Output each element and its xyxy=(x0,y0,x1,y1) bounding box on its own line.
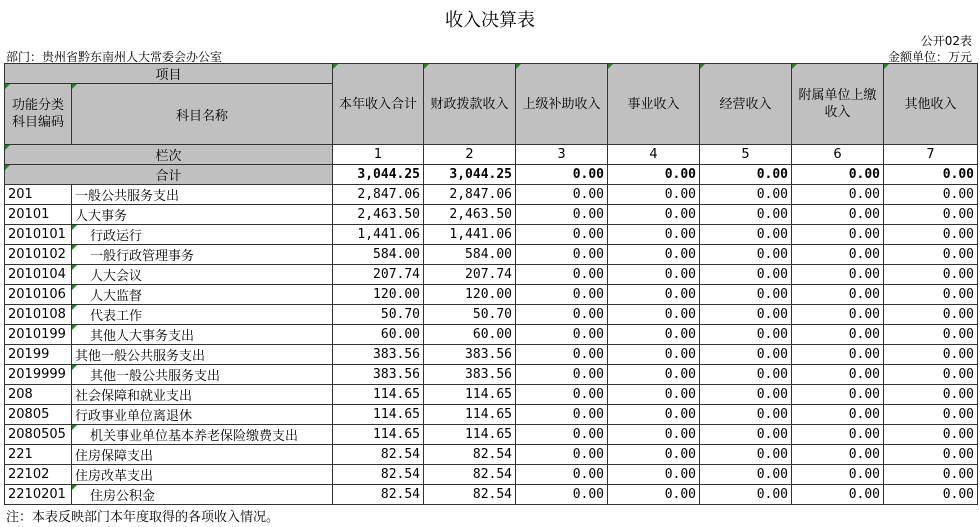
func-code-cell: 201 xyxy=(5,185,72,205)
subject-name-cell: 住房改革支出 xyxy=(72,465,333,485)
func-code-cell: 2210201 xyxy=(5,485,72,505)
amount-cell: 0.00 xyxy=(884,405,978,425)
amount-cell: 114.65 xyxy=(424,425,516,445)
amount-cell: 82.54 xyxy=(424,465,516,485)
form-code: 公开02表 xyxy=(920,34,972,48)
total-value: 0.00 xyxy=(700,165,792,185)
amount-cell: 114.65 xyxy=(333,425,424,445)
total-value: 0.00 xyxy=(792,165,884,185)
amount-cell: 0.00 xyxy=(884,225,978,245)
amount-cell: 383.56 xyxy=(424,345,516,365)
department-label: 部门：贵州省黔东南州人大常委会办公室 xyxy=(6,50,223,64)
amount-cell: 120.00 xyxy=(333,285,424,305)
subject-name-cell: 住房保障支出 xyxy=(72,445,333,465)
amount-cell: 114.65 xyxy=(333,405,424,425)
table-row xyxy=(5,185,978,205)
amount-cell: 0.00 xyxy=(516,405,608,425)
amount-cell: 0.00 xyxy=(700,345,792,365)
amount-cell: 0.00 xyxy=(608,305,700,325)
subject-name-cell: 一般公共服务支出 xyxy=(72,185,333,205)
subject-name-cell: 一般行政管理事务 xyxy=(72,245,333,265)
func-code-cell: 208 xyxy=(5,385,72,405)
amount-cell: 0.00 xyxy=(608,485,700,505)
amount-cell: 0.00 xyxy=(792,265,884,285)
subject-name-cell: 其他一般公共服务支出 xyxy=(72,345,333,365)
amount-cell: 0.00 xyxy=(516,185,608,205)
amount-cell: 0.00 xyxy=(516,325,608,345)
amount-cell: 60.00 xyxy=(333,325,424,345)
total-value: 3,044.25 xyxy=(333,165,424,185)
amount-cell: 0.00 xyxy=(700,405,792,425)
amount-cell: 0.00 xyxy=(884,365,978,385)
amount-cell: 0.00 xyxy=(516,465,608,485)
total-value: 0.00 xyxy=(608,165,700,185)
amount-cell: 114.65 xyxy=(333,385,424,405)
subject-name-cell: 行政运行 xyxy=(72,225,333,245)
amount-cell: 0.00 xyxy=(700,485,792,505)
amount-cell: 0.00 xyxy=(884,445,978,465)
func-code-cell: 2019999 xyxy=(5,365,72,385)
subject-name-cell: 人大事务 xyxy=(72,205,333,225)
amount-cell: 383.56 xyxy=(333,345,424,365)
col-number: 1 xyxy=(333,145,424,165)
amount-cell: 0.00 xyxy=(608,405,700,425)
func-code-cell: 2080505 xyxy=(5,425,72,445)
amount-cell: 0.00 xyxy=(516,265,608,285)
header-item: 项目 xyxy=(5,64,333,84)
func-code-cell: 20199 xyxy=(5,345,72,365)
amount-cell: 0.00 xyxy=(792,425,884,445)
amount-cell: 0.00 xyxy=(516,285,608,305)
amount-cell: 0.00 xyxy=(792,245,884,265)
table-row xyxy=(5,245,978,265)
func-code-cell: 2010102 xyxy=(5,245,72,265)
amount-cell: 0.00 xyxy=(608,225,700,245)
header-col-4: 事业收入 xyxy=(608,64,700,145)
amount-cell: 0.00 xyxy=(700,325,792,345)
subject-name-cell: 代表工作 xyxy=(72,305,333,325)
subject-name-cell: 人大会议 xyxy=(72,265,333,285)
subject-name-cell: 其他人大事务支出 xyxy=(72,325,333,345)
func-code-cell: 2010199 xyxy=(5,325,72,345)
amount-cell: 0.00 xyxy=(516,445,608,465)
amount-cell: 0.00 xyxy=(700,185,792,205)
table-row xyxy=(5,365,978,385)
amount-cell: 0.00 xyxy=(608,445,700,465)
header-row-1 xyxy=(5,64,978,84)
amount-cell: 0.00 xyxy=(608,425,700,445)
amount-cell: 0.00 xyxy=(608,265,700,285)
col-number: 7 xyxy=(884,145,978,165)
amount-cell: 2,463.50 xyxy=(424,205,516,225)
amount-cell: 0.00 xyxy=(608,365,700,385)
amount-cell: 0.00 xyxy=(516,305,608,325)
amount-cell: 0.00 xyxy=(884,325,978,345)
amount-cell: 0.00 xyxy=(792,205,884,225)
amount-cell: 0.00 xyxy=(884,485,978,505)
table-row xyxy=(5,305,978,325)
amount-cell: 50.70 xyxy=(333,305,424,325)
amount-cell: 0.00 xyxy=(884,185,978,205)
amount-cell: 0.00 xyxy=(608,325,700,345)
amount-cell: 0.00 xyxy=(516,345,608,365)
header-col-5: 经营收入 xyxy=(700,64,792,145)
amount-cell: 0.00 xyxy=(792,305,884,325)
amount-cell: 0.00 xyxy=(700,285,792,305)
amount-cell: 0.00 xyxy=(792,485,884,505)
header-subject-name: 科目名称 xyxy=(72,84,333,145)
header-col-7: 其他收入 xyxy=(884,64,978,145)
total-label: 合计 xyxy=(5,165,333,185)
func-code-cell: 221 xyxy=(5,445,72,465)
amount-cell: 0.00 xyxy=(700,305,792,325)
amount-cell: 207.74 xyxy=(424,265,516,285)
table-row xyxy=(5,345,978,365)
func-code-cell: 20101 xyxy=(5,205,72,225)
amount-cell: 0.00 xyxy=(608,285,700,305)
amount-cell: 0.00 xyxy=(792,445,884,465)
amount-cell: 584.00 xyxy=(333,245,424,265)
amount-cell: 2,463.50 xyxy=(333,205,424,225)
subject-name-cell: 住房公积金 xyxy=(72,485,333,505)
table-row xyxy=(5,425,978,445)
amount-cell: 0.00 xyxy=(516,485,608,505)
amount-cell: 0.00 xyxy=(792,345,884,365)
amount-cell: 0.00 xyxy=(608,205,700,225)
amount-cell: 0.00 xyxy=(608,245,700,265)
col-number: 4 xyxy=(608,145,700,165)
amount-cell: 584.00 xyxy=(424,245,516,265)
amount-cell: 0.00 xyxy=(792,325,884,345)
subject-name-cell: 社会保障和就业支出 xyxy=(72,385,333,405)
amount-cell: 0.00 xyxy=(516,365,608,385)
amount-cell: 0.00 xyxy=(884,205,978,225)
amount-cell: 1,441.06 xyxy=(333,225,424,245)
column-number-row xyxy=(5,145,978,165)
amount-cell: 0.00 xyxy=(884,245,978,265)
table-row xyxy=(5,465,978,485)
amount-cell: 2,847.06 xyxy=(333,185,424,205)
amount-cell: 0.00 xyxy=(608,345,700,365)
table-row xyxy=(5,485,978,505)
table-row xyxy=(5,385,978,405)
amount-cell: 0.00 xyxy=(884,385,978,405)
row-label: 栏次 xyxy=(5,145,333,165)
amount-cell: 0.00 xyxy=(884,265,978,285)
amount-cell: 0.00 xyxy=(792,185,884,205)
amount-cell: 82.54 xyxy=(424,485,516,505)
amount-cell: 0.00 xyxy=(792,225,884,245)
total-value: 3,044.25 xyxy=(424,165,516,185)
func-code-cell: 22102 xyxy=(5,465,72,485)
amount-cell: 0.00 xyxy=(792,285,884,305)
table-row xyxy=(5,205,978,225)
func-code-cell: 20805 xyxy=(5,405,72,425)
amount-cell: 0.00 xyxy=(792,465,884,485)
amount-cell: 0.00 xyxy=(700,205,792,225)
subject-name-cell: 其他一般公共服务支出 xyxy=(72,365,333,385)
amount-cell: 0.00 xyxy=(516,245,608,265)
amount-cell: 0.00 xyxy=(608,385,700,405)
amount-cell: 0.00 xyxy=(700,385,792,405)
footnote: 注：本表反映部门本年度取得的各项收入情况。 xyxy=(6,510,280,525)
total-row xyxy=(5,165,978,185)
header-col-1: 本年收入合计 xyxy=(333,64,424,145)
amount-cell: 114.65 xyxy=(424,385,516,405)
header-func-code: 功能分类科目编码 xyxy=(5,84,72,145)
col-number: 3 xyxy=(516,145,608,165)
amount-cell: 0.00 xyxy=(516,385,608,405)
func-code-cell: 2010106 xyxy=(5,285,72,305)
func-code-cell: 2010101 xyxy=(5,225,72,245)
page-title: 收入决算表 xyxy=(445,10,535,31)
amount-cell: 0.00 xyxy=(700,425,792,445)
amount-cell: 120.00 xyxy=(424,285,516,305)
amount-cell: 0.00 xyxy=(792,405,884,425)
header-col-3: 上级补助收入 xyxy=(516,64,608,145)
amount-cell: 0.00 xyxy=(792,385,884,405)
col-number: 5 xyxy=(700,145,792,165)
amount-cell: 0.00 xyxy=(792,365,884,385)
func-code-cell: 2010104 xyxy=(5,265,72,285)
amount-cell: 0.00 xyxy=(700,245,792,265)
amount-cell: 0.00 xyxy=(884,285,978,305)
header-col-2: 财政拨款收入 xyxy=(424,64,516,145)
table-row xyxy=(5,265,978,285)
subject-name-cell: 行政事业单位离退休 xyxy=(72,405,333,425)
amount-cell: 0.00 xyxy=(884,345,978,365)
amount-cell: 60.00 xyxy=(424,325,516,345)
amount-cell: 1,441.06 xyxy=(424,225,516,245)
amount-cell: 82.54 xyxy=(333,465,424,485)
amount-cell: 0.00 xyxy=(884,425,978,445)
amount-cell: 0.00 xyxy=(884,465,978,485)
amount-cell: 0.00 xyxy=(884,305,978,325)
table-row xyxy=(5,325,978,345)
unit-label: 金额单位：万元 xyxy=(887,50,972,64)
header-col-6: 附属单位上缴收入 xyxy=(792,64,884,145)
total-value: 0.00 xyxy=(884,165,978,185)
amount-cell: 383.56 xyxy=(424,365,516,385)
col-number: 2 xyxy=(424,145,516,165)
amount-cell: 82.54 xyxy=(333,445,424,465)
amount-cell: 0.00 xyxy=(608,465,700,485)
amount-cell: 82.54 xyxy=(424,445,516,465)
amount-cell: 207.74 xyxy=(333,265,424,285)
amount-cell: 2,847.06 xyxy=(424,185,516,205)
amount-cell: 0.00 xyxy=(516,205,608,225)
amount-cell: 50.70 xyxy=(424,305,516,325)
col-number: 6 xyxy=(792,145,884,165)
table-row xyxy=(5,445,978,465)
table-row xyxy=(5,285,978,305)
amount-cell: 0.00 xyxy=(516,425,608,445)
amount-cell: 0.00 xyxy=(608,185,700,205)
amount-cell: 0.00 xyxy=(700,365,792,385)
subject-name-cell: 机关事业单位基本养老保险缴费支出 xyxy=(72,425,333,445)
total-value: 0.00 xyxy=(516,165,608,185)
amount-cell: 0.00 xyxy=(700,465,792,485)
amount-cell: 383.56 xyxy=(333,365,424,385)
table-row xyxy=(5,405,978,425)
subject-name-cell: 人大监督 xyxy=(72,285,333,305)
income-table xyxy=(4,63,978,505)
amount-cell: 0.00 xyxy=(700,225,792,245)
table-row xyxy=(5,225,978,245)
amount-cell: 0.00 xyxy=(700,445,792,465)
amount-cell: 82.54 xyxy=(333,485,424,505)
func-code-cell: 2010108 xyxy=(5,305,72,325)
amount-cell: 0.00 xyxy=(700,265,792,285)
amount-cell: 114.65 xyxy=(424,405,516,425)
amount-cell: 0.00 xyxy=(516,225,608,245)
